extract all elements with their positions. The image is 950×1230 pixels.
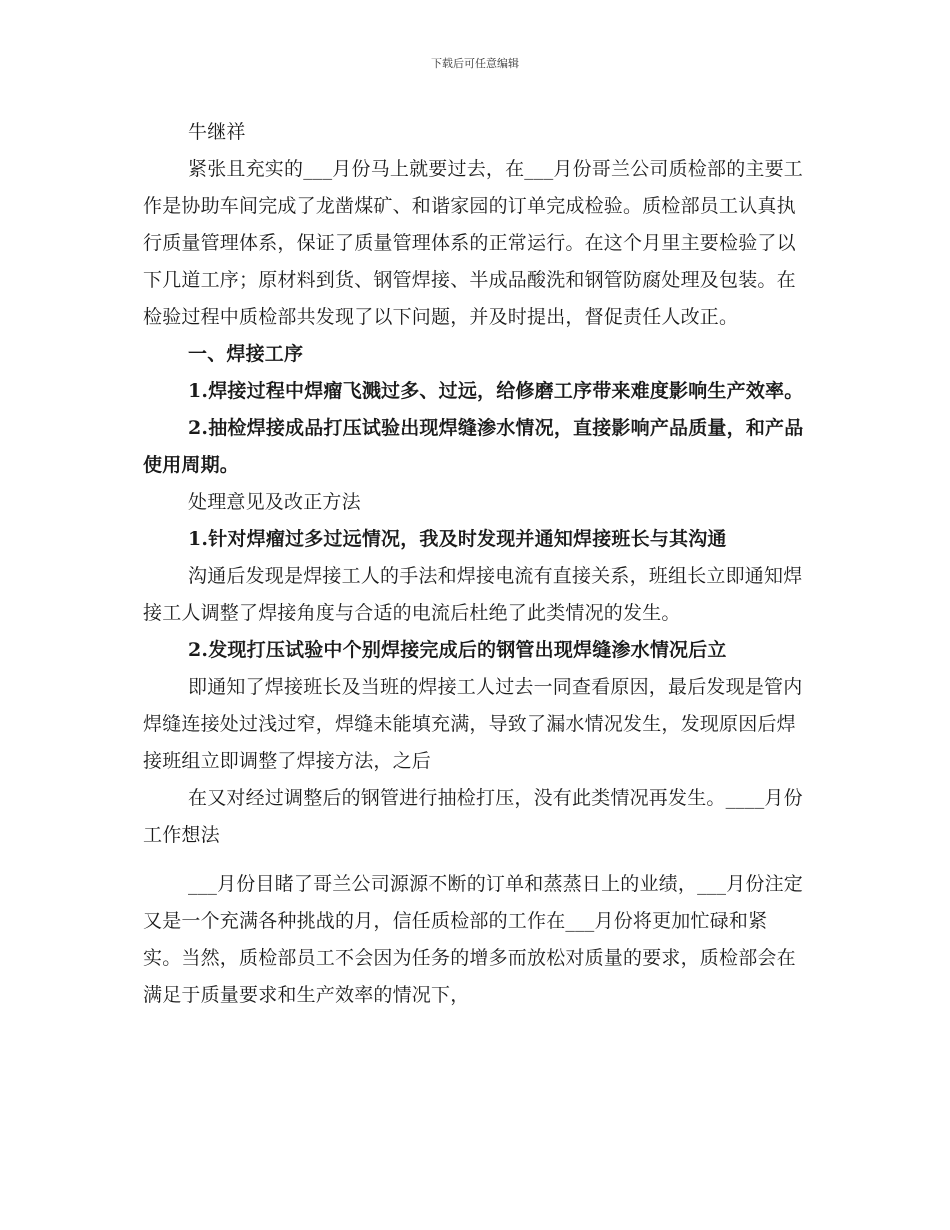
fix-1-title: 1.针对焊瘤过多过远情况，我及时发现并通知焊接班长与其沟通 [188,528,727,550]
closing-paragraph: ___月份目睹了哥兰公司源源不断的订单和蒸蒸日上的业绩，___月份注定又是一个充满各种挑战的月，信任质检部的工作在___月份将更加忙碌和紧实。当然，质检部员工不会因为任务的增多而放松对质量的要求，质检部会在满足于质量要求和生产效率的情况下， [143,873,804,1006]
document-body [143,114,813,1014]
spacer [143,854,813,866]
author-name: 牛继祥 [188,121,246,143]
issue-2: 2.抽检焊接成品打压试验出现焊缝渗水情况，直接影响产品质量，和产品使用周期。 [143,417,804,476]
handling-title: 处理意见及改正方法 [188,491,361,513]
fix-2-title: 2.发现打压试验中个别焊接完成后的钢管出现焊缝渗水情况后立 [188,639,727,661]
fix-1-body: 沟通后发现是焊接工人的手法和焊接电流有直接关系，班组长立即通知焊接工人调整了焊接角度与合适的电流后杜绝了此类情况的发生。 [143,565,803,624]
header-note: 下载后可任意编辑 [431,57,519,70]
fix-2-followup: 在又对经过调整后的钢管进行抽检打压，没有此类情况再发生。____月份工作想法 [143,787,803,846]
issue-1: 1.焊接过程中焊瘤飞溅过多、过远，给修磨工序带来难度影响生产效率。 [188,380,804,402]
intro-paragraph: 紧张且充实的___月份马上就要过去，在___月份哥兰公司质检部的主要工作是协助车间完成了龙凿煤矿、和谐家园的订单完成检验。质检部员工认真执行质量管理体系，保证了质量管理体系的正常运行。在这个月里主要检验了以下几道工序；原材料到货、钢管焊接、半成品酸洗和钢管防腐处理及包装。在检验过程中质检部共发现了以下问题，并及时提出，督促责任人改正。 [143,158,804,328]
section-title: 一、焊接工序 [188,343,304,365]
fix-2-body: 即通知了焊接班长及当班的焊接工人过去一同查看原因，最后发现是管内焊缝连接处过浅过窄，焊缝未能填充满，导致了漏水情况发生，发现原因后焊接班组立即调整了焊接方法，之后 [143,676,803,772]
